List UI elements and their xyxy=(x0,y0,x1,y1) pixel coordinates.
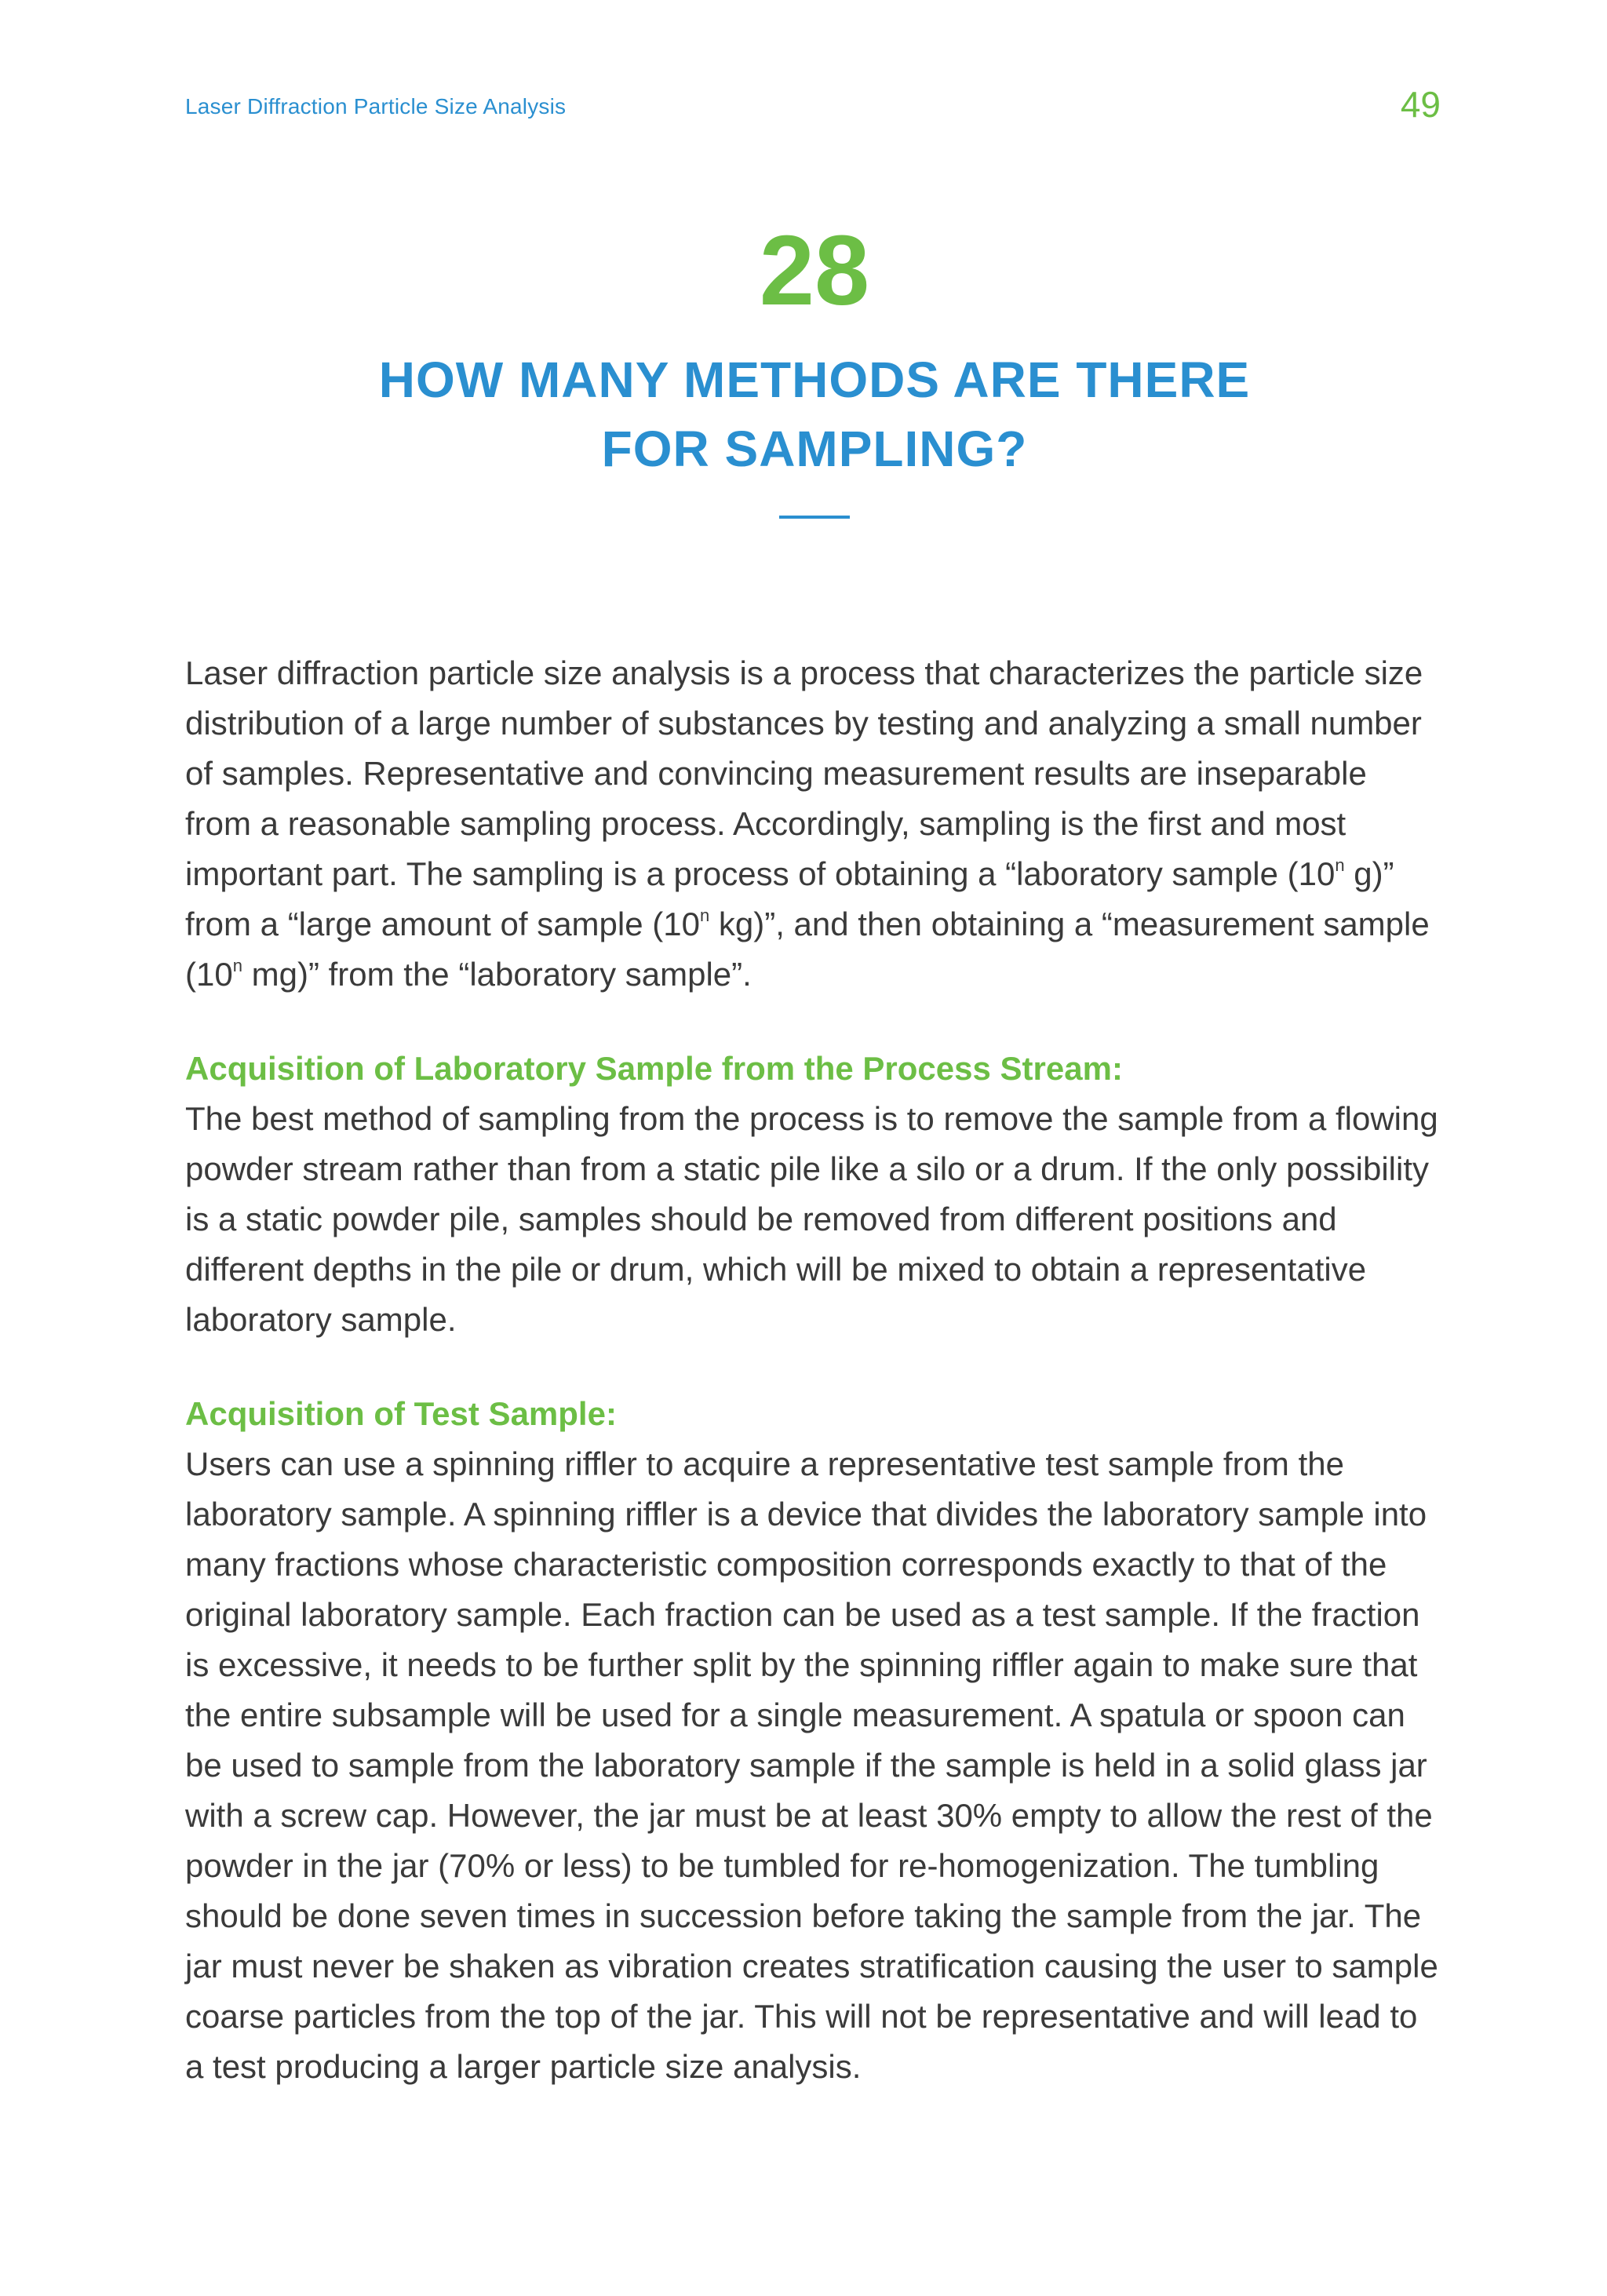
section-laboratory-sample xyxy=(185,1044,1441,1345)
intro-superscript-b: n xyxy=(699,906,710,925)
chapter-title xyxy=(0,345,1607,483)
section-test-sample xyxy=(185,1389,1441,2092)
title-divider xyxy=(779,516,850,519)
intro-superscript-a: n xyxy=(1335,855,1345,875)
intro-superscript-c: n xyxy=(232,956,242,975)
intro-text-a: Laser diffraction particle size analysis is a process that characterizes the particle size distribution of a large number of substances by testing and analyzing a small number of samples. Representative and convincing measurement results are inseparable from a reasonable sampling process. Accordingly, sampling is the first and most important part. The sampling is a process of obtaining a “laboratory sample (10 xyxy=(185,654,1423,892)
section-body: Users can use a spinning riffler to acquire a representative test sample from the laboratory sample. A spinning riffler is a device that divides the laboratory sample into many fractions whose characteristic composition corresponds exactly to that of the original laboratory sample. Each fraction can be used as a test sample. If the fraction is excessive, it needs to be further split by the spinning riffler again to make sure that the entire subsample will be used for a single measurement. A spatula or spoon can be used to sample from the laboratory sample if the sample is held in a solid glass jar with a screw cap. However, the jar must be at least 30% empty to allow the rest of the powder in the jar (70% or less) to be tumbled for re-homogenization. The tumbling should be done seven times in succession before taking the sample from the jar. The jar must never be shaken as vibration creates stratification causing the user to sample coarse particles from the top of the jar. This will not be representative and will lead to a test producing a larger particle size analysis. xyxy=(185,1445,1438,2085)
chapter-title-line-2: FOR SAMPLING? xyxy=(601,421,1028,477)
chapter-title-line-1: HOW MANY METHODS ARE THERE xyxy=(378,352,1251,408)
section-heading: Acquisition of Laboratory Sample from the Process Stream: xyxy=(185,1050,1123,1087)
intro-text-b: g)” from a “large amount of sample (10 xyxy=(185,855,1394,942)
intro-paragraph xyxy=(185,648,1441,1000)
article-body xyxy=(185,648,1441,2136)
section-body: The best method of sampling from the process is to remove the sample from a flowing powder stream rather than from a static pile like a silo or a drum. If the only possibility is a static powder pile, samples should be removed from different positions and different depths in the pile or drum, which will be mixed to obtain a representative laboratory sample. xyxy=(185,1100,1438,1338)
intro-text-c: kg)”, and then obtaining a “measurement sample (10 xyxy=(185,906,1430,993)
page-number: 49 xyxy=(1400,84,1441,125)
running-header-title: Laser Diffraction Particle Size Analysis xyxy=(185,94,567,118)
section-heading: Acquisition of Test Sample: xyxy=(185,1395,617,1432)
intro-text-d: mg)” from the “laboratory sample”. xyxy=(242,956,752,993)
chapter-number: 28 xyxy=(759,215,870,326)
